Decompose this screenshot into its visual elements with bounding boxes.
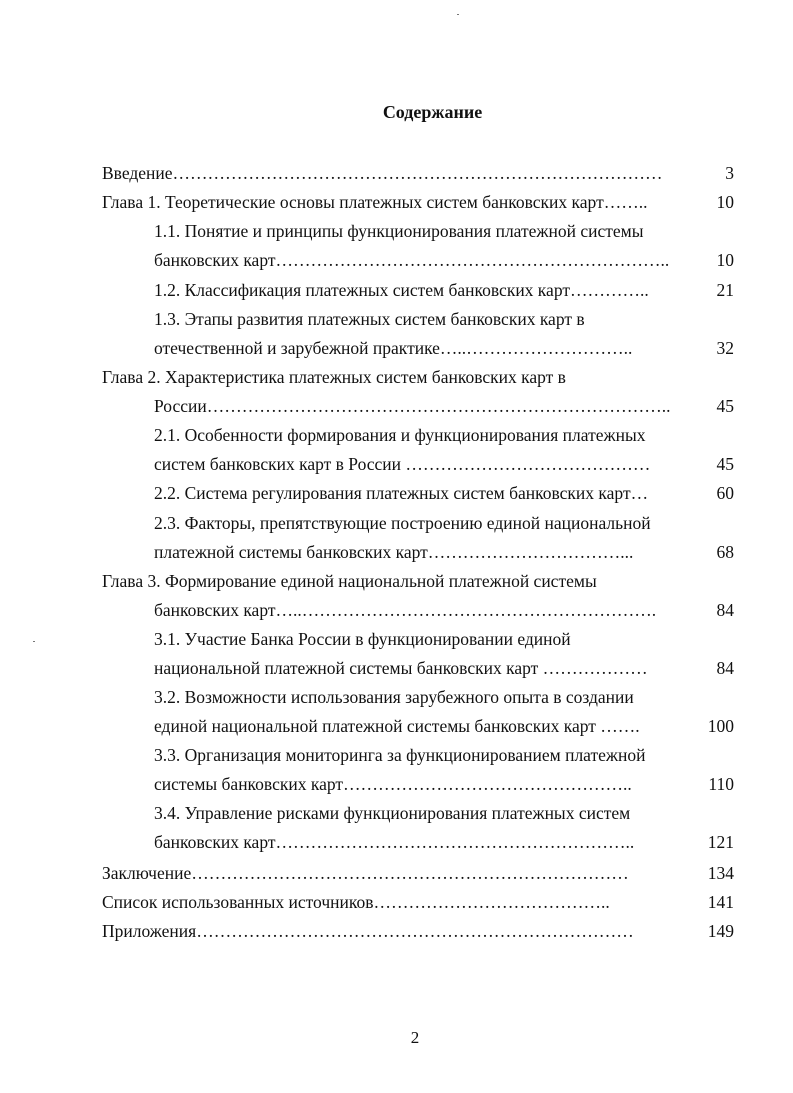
toc-entry-text: 2.1. Особенности формирования и функционирования платежных [154, 425, 646, 445]
toc-entry-text: национальной платежной системы банковских карт ……………… [154, 658, 648, 678]
toc-entry-text: 1.1. Понятие и принципы функционирования платежной системы [154, 221, 644, 241]
toc-entry-text: банковских карт………………………………………………………….. [154, 250, 670, 270]
toc-entry-text: отечественной и зарубежной практике…..……………………….. [154, 338, 633, 358]
toc-entry-page [674, 802, 734, 824]
toc-entry-page: 100 [707, 716, 734, 736]
toc-entry-page: 121 [707, 832, 734, 852]
toc-entry-text: 2.3. Факторы, препятствующие построению единой национальной [154, 513, 651, 533]
toc-entry-page [674, 220, 734, 242]
toc-entry-page: 45 [716, 454, 734, 474]
toc-entry-page: 21 [716, 280, 734, 300]
toc-entry-page: 32 [716, 338, 734, 358]
toc-entry-page [674, 686, 734, 708]
toc-entry-text: 3.1. Участие Банка России в функционировании единой [154, 629, 571, 649]
toc-entry-text: Введение………………………………………………………………………… [102, 163, 663, 183]
toc-entry-page [674, 308, 734, 330]
toc-entry-text: единой национальной платежной системы банковских карт ……. [154, 716, 640, 736]
toc-entry-text: платежной системы банковских карт……………………………... [154, 542, 634, 562]
toc-entry-text: Глава 1. Теоретические основы платежных систем банковских карт…….. [102, 192, 648, 212]
toc-entry-text: 3.4. Управление рисками функционирования платежных систем [154, 803, 631, 823]
page-title: Содержание [382, 102, 483, 122]
toc-entry-text: банковских карт…..……………………………………………………. [154, 600, 657, 620]
toc-entry-page: 10 [716, 192, 734, 212]
toc-entry-page: 45 [716, 396, 734, 416]
toc-entry-text: Глава 2. Характеристика платежных систем банковских карт в [102, 367, 566, 387]
toc-entry-text: систем банковских карт в России …………………………………… [154, 454, 651, 474]
toc-entry-text: Заключение………………………………………………………………… [102, 863, 629, 883]
toc-entry-page: 84 [716, 658, 734, 678]
toc-entry-page [674, 570, 734, 592]
toc-entry-page [674, 512, 734, 534]
toc-entry-page: 3 [725, 163, 734, 183]
toc-entry-page: 149 [707, 921, 734, 941]
page-number: 2 [410, 1028, 420, 1047]
toc-entry-text: Список использованных источников………………………………….. [102, 892, 610, 912]
toc-entry-page [674, 628, 734, 650]
toc-entry-text: банковских карт…………………………………………………….. [154, 832, 635, 852]
toc-entry-page: 10 [716, 250, 734, 270]
toc-entry-page: 84 [716, 600, 734, 620]
toc-entry-text: России…………………………………………………………………….. [154, 396, 671, 416]
toc-entry-text: 1.2. Классификация платежных систем банковских карт………….. [154, 280, 649, 300]
toc-entry-page [674, 366, 734, 388]
toc-entry-page: 60 [716, 483, 734, 503]
toc-entry-text: Глава 3. Формирование единой национальной платежной системы [102, 571, 597, 591]
toc-entry-text: системы банковских карт………………………………………….. [154, 774, 632, 794]
toc-entry-page: 134 [707, 863, 734, 883]
toc-entry-text: Приложения………………………………………………………………… [102, 921, 634, 941]
toc-entry-text: 2.2. Система регулирования платежных систем банковских карт… [154, 483, 649, 503]
toc-entry-text: 3.2. Возможности использования зарубежного опыта в создании [154, 687, 634, 707]
toc-entry-page: 110 [708, 774, 734, 794]
toc-entry-page: 68 [716, 542, 734, 562]
toc-entry-text: 3.3. Организация мониторинга за функционированием платежной [154, 745, 646, 765]
toc-entry-text: 1.3. Этапы развития платежных систем банковских карт в [154, 309, 585, 329]
toc-entry-page: 141 [707, 892, 734, 912]
toc-entry-page [674, 424, 734, 446]
toc-entry-page [674, 744, 734, 766]
